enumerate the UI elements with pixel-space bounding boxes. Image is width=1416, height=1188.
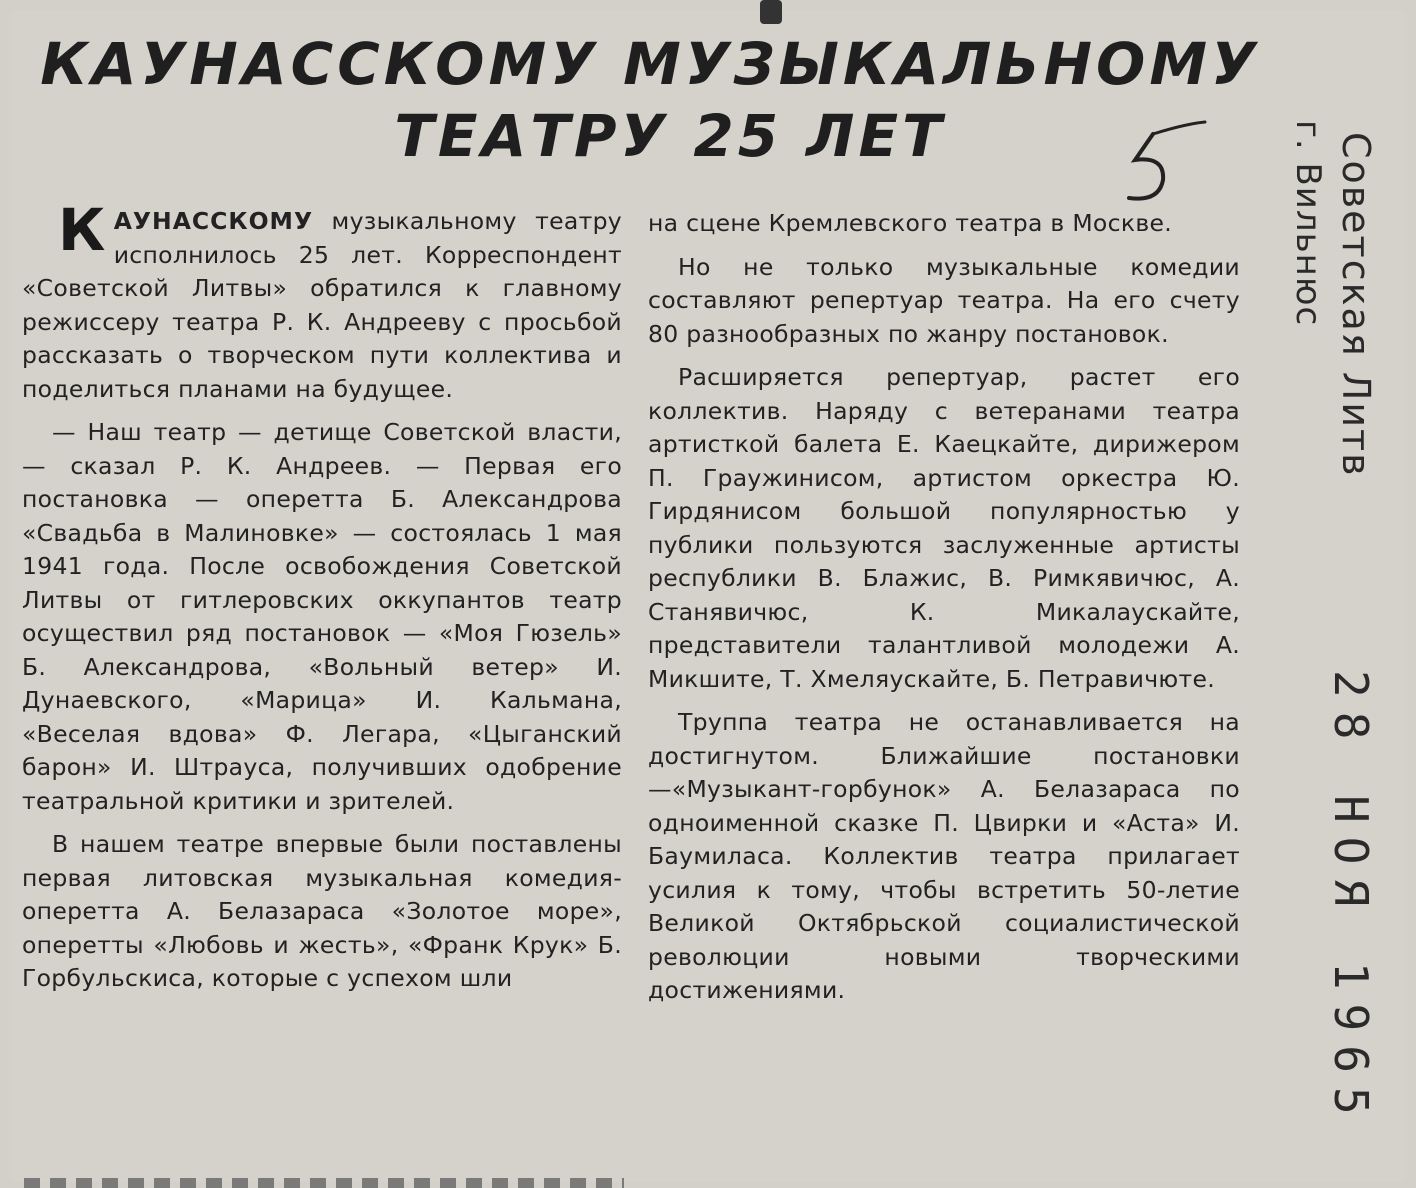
handwritten-number [1105, 120, 1215, 210]
stamp-date: 28 НОЯ 1965 [1324, 670, 1378, 1129]
paragraph [22, 196, 622, 406]
lead-caps: АУНАССКОМУ [113, 207, 314, 235]
paragraph: — Наш театр — детище Советской власти, — сказал Р. К. Андреев. — Первая его постановка — оперетта Б. Александрова «Свадьба в Малиновке» — состоялась 1 мая 1941 года. После освобождения Советской Литвы от гитлеровских оккупантов театр осуществил ряд постановок — «Моя Гюзель» Б. Александрова, «Вольный ветер» И. Дунаевского, «Марица» И. Кальмана, «Веселая вдова» Ф. Легара, «Цыганский барон» И. Штрауса, получивших одобрение театральной критики и зрителей. [22, 418, 622, 815]
article-column-right [648, 207, 1240, 1018]
paragraph: Расширяется репертуар, растет его коллектив. Наряду с ветеранами театра артисткой балета Е. Каецкайте, дирижером П. Граужинисом, артистом оркестра Ю. Гирдянисом большой популярностью у публики пользуются заслуженные артисты республики В. Блажис, В. Римкявичюс, А. Станявичюс, К. Микалаускайте, представители талантливой молодежи А. Микшите, Т. Хмеляускайте, Б. Петравичюте. [648, 363, 1240, 693]
stamp-newspaper-name: Советская Литв [1334, 132, 1378, 478]
cut-edge-marks [24, 1178, 624, 1188]
headline-line-1: КАУНАССКОМУ МУЗЫКАЛЬНОМУ [40, 30, 1260, 98]
headline-line-2: ТЕАТРУ 25 ЛЕТ [394, 102, 946, 170]
library-stamp [1232, 120, 1412, 1188]
paragraph: В нашем театре впервые были поставлены первая литовская музыкальная комедия-оперетта А. Белазараса «Золотое море», оперетты «Любовь и жесть», «Франк Крук» Б. Горбульскиса, которые с успехом шли [22, 830, 622, 992]
paragraph: Труппа театра не останавливается на достигнутом. Ближайшие постановки—«Музыкант-горбунок» А. Белазараса по одноименной сказке П. Цвирки и «Аста» И. Баумиласа. Коллектив театра прилагает усилия к тому, чтобы встретить 50-летие Великой Октябрьской социалистической революции новыми творческими достижениями. [648, 708, 1240, 1004]
paragraph: Но не только музыкальные комедии составляют репертуар театра. На его счету 80 разнообразных по жанру постановок. [648, 252, 1240, 348]
headline [20, 28, 1280, 172]
stamp-city: г. Вильнюс [1288, 120, 1328, 327]
paragraph: на сцене Кремлевского театра в Москве. [648, 209, 1172, 237]
article-column-left [22, 196, 622, 1006]
drop-cap: К [58, 196, 106, 264]
paragraph-text: музыкальному театру исполнилось 25 лет. Корреспондент «Советской Литвы» обратился к главному режиссеру театра Р. К. Андрееву с просьбой рассказать о творческом пути коллектива и поделиться планами на будущее. [22, 207, 622, 403]
ink-mark [760, 0, 782, 24]
